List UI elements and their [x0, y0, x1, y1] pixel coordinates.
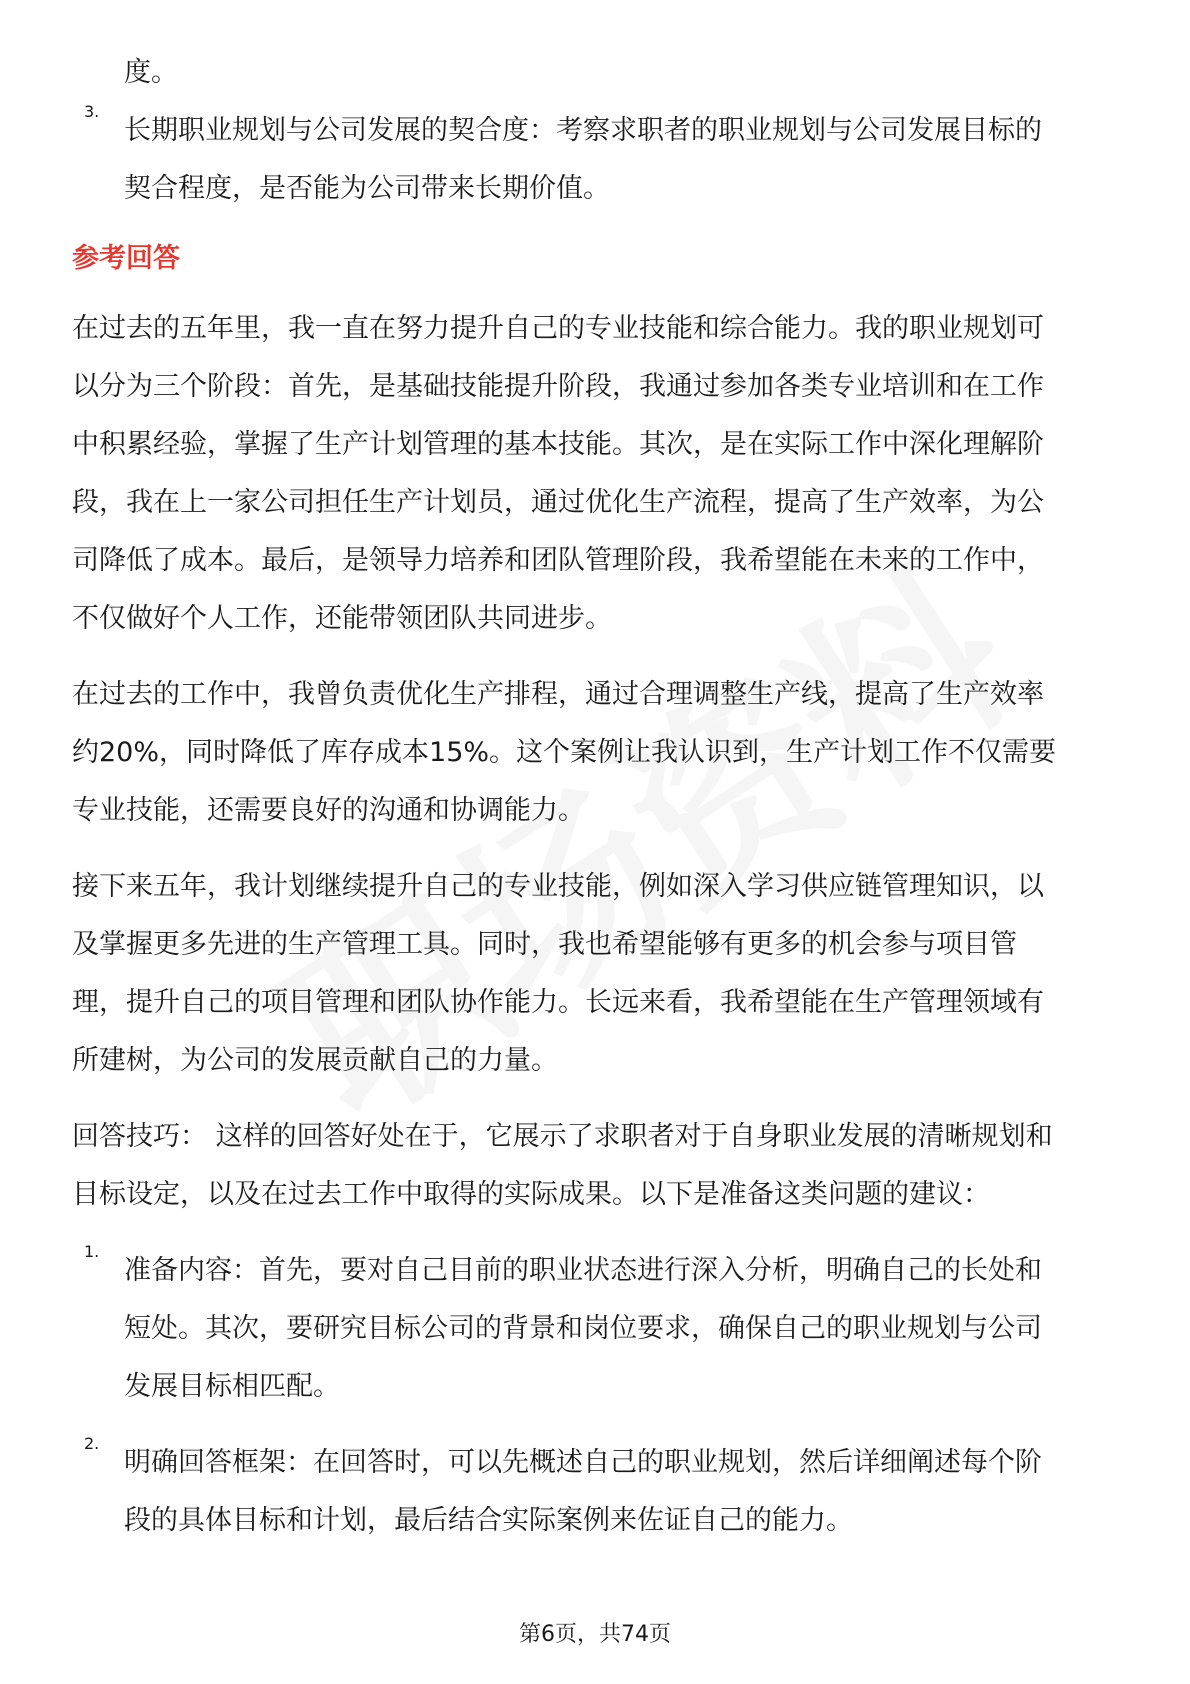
- text-line: 回答技巧： 这样的回答好处在于，它展示了求职者对于自身职业发展的清晰规划和: [72, 1121, 1053, 1152]
- text-line: 目标设定，以及在过去工作中取得的实际成果。以下是准备这类问题的建议：: [72, 1179, 990, 1210]
- text-line: 不仅做好个人工作，还能带领团队共同进步。: [72, 603, 612, 634]
- text-line: 理，提升自己的项目管理和团队协作能力。长远来看，我希望能在生产管理领域有: [72, 987, 1044, 1018]
- text-line: 准备内容：首先，要对自己目前的职业状态进行深入分析，明确自己的长处和: [124, 1255, 1042, 1286]
- text-line: 契合程度，是否能为公司带来长期价值。: [124, 173, 610, 204]
- text-line: 及掌握更多先进的生产管理工具。同时，我也希望能够有更多的机会参与项目管: [72, 929, 1017, 960]
- text-line: 长期职业规划与公司发展的契合度：考察求职者的职业规划与公司发展目标的: [124, 115, 1042, 146]
- paragraph-tips-intro: [72, 1108, 1122, 1224]
- page-footer: 第6页，共74页: [519, 1622, 671, 1647]
- tip-item-1: [72, 1242, 1122, 1416]
- list-number: 2.: [84, 1434, 100, 1453]
- text-line: 接下来五年，我计划继续提升自己的专业技能，例如深入学习供应链管理知识，以: [72, 871, 1044, 902]
- text-line: 专业技能，还需要良好的沟通和协调能力。: [72, 795, 585, 826]
- list-number: 3.: [84, 102, 100, 121]
- text-line: 中积累经验，掌握了生产计划管理的基本技能。其次，是在实际工作中深化理解阶: [72, 429, 1044, 460]
- list-number: 1.: [84, 1242, 100, 1261]
- paragraph-2: [72, 666, 1122, 840]
- page-content: [72, 44, 1122, 1550]
- section-heading: 参考回答: [72, 243, 180, 274]
- list-continuation: 度。: [124, 57, 178, 88]
- paragraph-3: [72, 858, 1122, 1090]
- paragraph-1: [72, 300, 1122, 648]
- text-line: 在过去的工作中，我曾负责优化生产排程，通过合理调整生产线，提高了生产效率: [72, 679, 1044, 710]
- text-line: 发展目标相匹配。: [124, 1371, 340, 1402]
- text-line: 所建树，为公司的发展贡献自己的力量。: [72, 1045, 558, 1076]
- text-line: 短处。其次，要研究目标公司的背景和岗位要求，确保自己的职业规划与公司: [124, 1313, 1042, 1344]
- text-line: 以分为三个阶段：首先，是基础技能提升阶段，我通过参加各类专业培训和在工作: [72, 371, 1044, 402]
- text-line: 约20%，同时降低了库存成本15%。这个案例让我认识到，生产计划工作不仅需要: [72, 737, 1057, 768]
- text-line: 在过去的五年里，我一直在努力提升自己的专业技能和综合能力。我的职业规划可: [72, 313, 1044, 344]
- text-line: 明确回答框架：在回答时，可以先概述自己的职业规划，然后详细阐述每个阶: [124, 1447, 1042, 1478]
- list-item-3: [72, 102, 1122, 218]
- text-line: 司降低了成本。最后，是领导力培养和团队管理阶段，我希望能在未来的工作中，: [72, 545, 1044, 576]
- text-line: 段的具体目标和计划，最后结合实际案例来佐证自己的能力。: [124, 1505, 853, 1536]
- tip-item-2: [72, 1434, 1122, 1550]
- text-line: 段，我在上一家公司担任生产计划员，通过优化生产流程，提高了生产效率，为公: [72, 487, 1044, 518]
